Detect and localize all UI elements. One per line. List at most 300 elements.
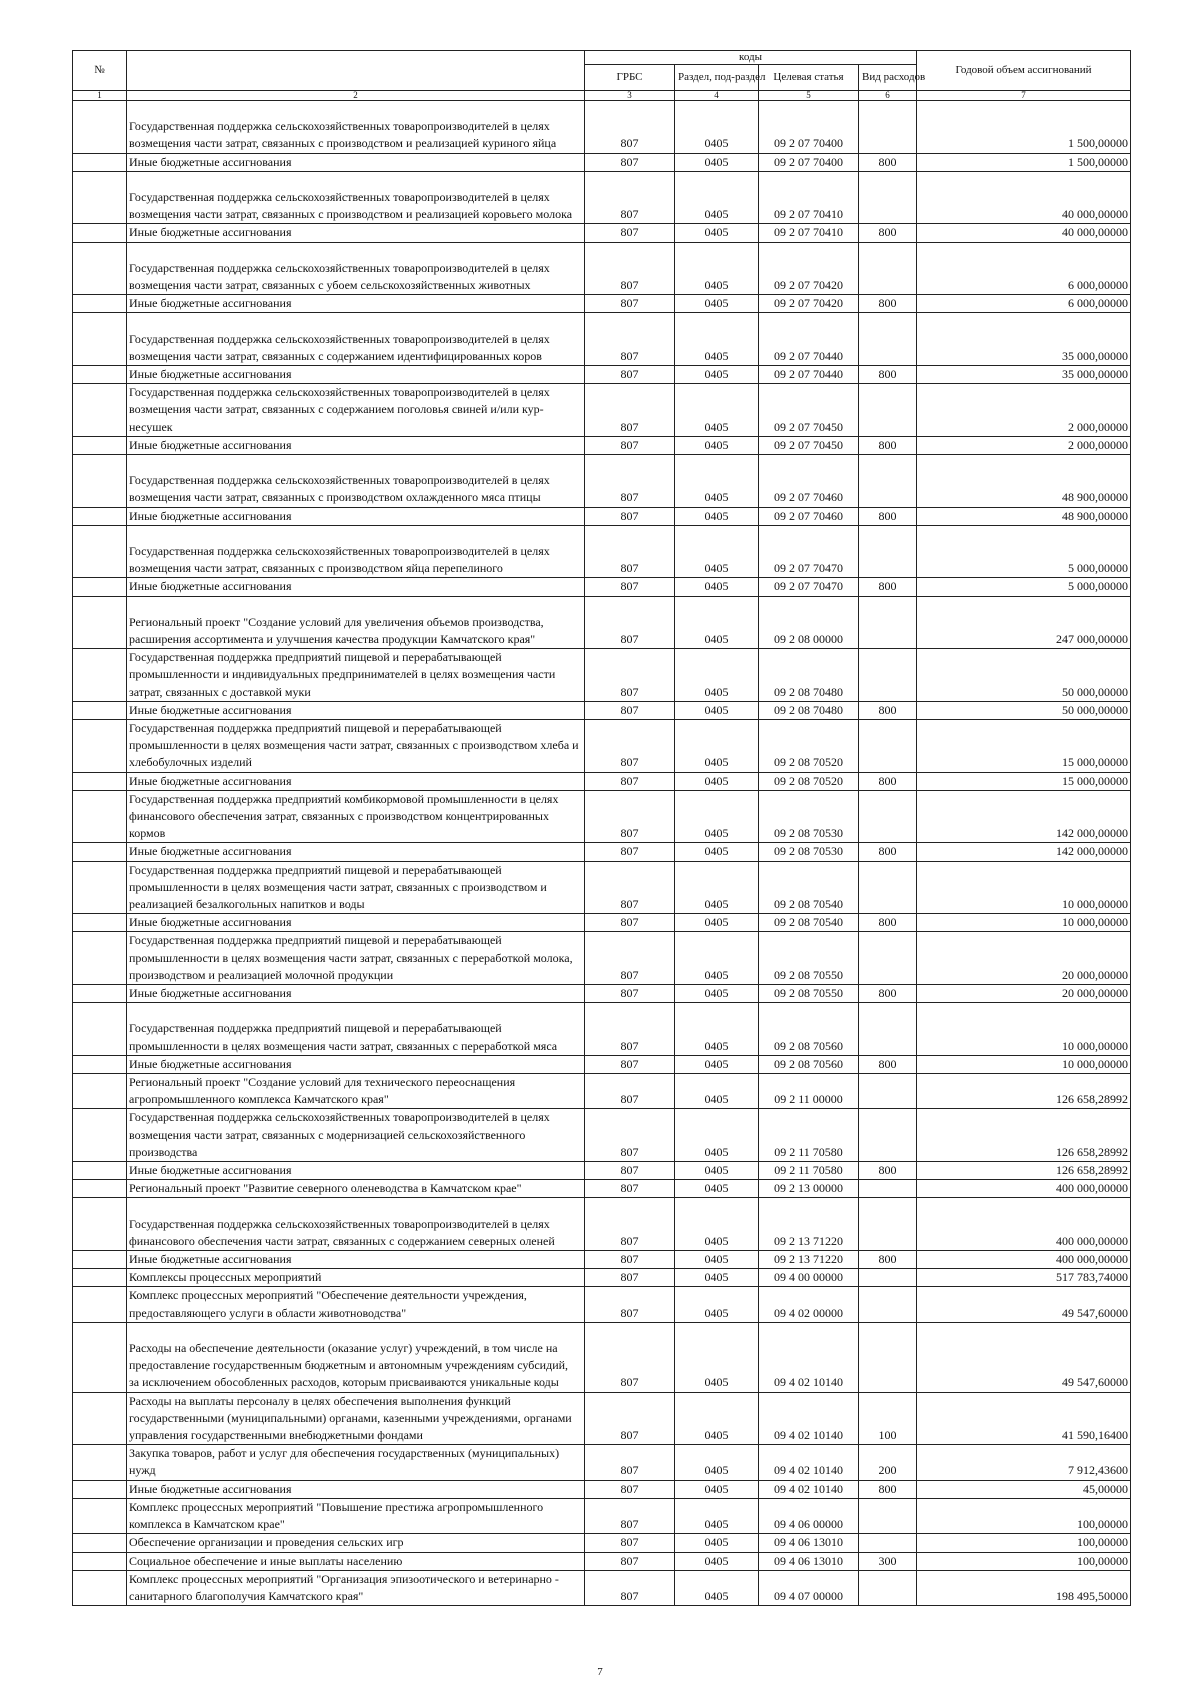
row-section-cell: 0405	[675, 153, 759, 171]
row-number-cell	[73, 932, 127, 985]
row-grbs-cell: 807	[585, 224, 675, 242]
row-number-cell	[73, 1480, 127, 1498]
row-number-cell	[73, 1322, 127, 1392]
row-target-cell: 09 2 07 70420	[759, 295, 859, 313]
table-row	[73, 985, 1131, 1003]
row-name-cell: Государственная поддержка предприятий пищевой и перерабатывающей промышленности в целях возмещения части затрат, связанных с переработкой мяса	[127, 1003, 585, 1056]
row-type-cell: 800	[859, 772, 917, 790]
row-grbs-cell: 807	[585, 525, 675, 578]
row-section-cell: 0405	[675, 1055, 759, 1073]
table-row	[73, 790, 1131, 843]
table-row	[73, 224, 1131, 242]
table-row	[73, 843, 1131, 861]
row-name-cell: Государственная поддержка сельскохозяйственных товаропроизводителей в целях возмещения части затрат, связанных с содержанием идентифицированных коров	[127, 313, 585, 366]
row-name-cell: Иные бюджетные ассигнования	[127, 985, 585, 1003]
row-target-cell: 09 2 07 70400	[759, 101, 859, 154]
header-expense-type: Вид расходов	[859, 65, 917, 91]
header-codes: коды	[585, 51, 917, 65]
row-amount-cell: 400 000,00000	[917, 1198, 1131, 1251]
table-row	[73, 578, 1131, 596]
row-number-cell	[73, 242, 127, 295]
table-row	[73, 1180, 1131, 1198]
row-number-cell	[73, 436, 127, 454]
row-name-cell: Иные бюджетные ассигнования	[127, 578, 585, 596]
row-name-cell: Государственная поддержка предприятий пищевой и перерабатывающей промышленности в целях возмещения части затрат, связанных с производством хлеба и хлебобулочных изделий	[127, 720, 585, 773]
row-target-cell: 09 2 07 70460	[759, 507, 859, 525]
table-row	[73, 1392, 1131, 1445]
row-type-cell: 800	[859, 578, 917, 596]
row-grbs-cell: 807	[585, 1055, 675, 1073]
row-name-cell: Расходы на обеспечение деятельности (оказание услуг) учреждений, в том числе на предоставление государственным бюджетным и автономным учреждениям субсидий, за исключением обособленных расходов, которым присваиваются уникальные коды	[127, 1322, 585, 1392]
row-section-cell: 0405	[675, 1445, 759, 1480]
row-grbs-cell: 807	[585, 313, 675, 366]
row-name-cell: Региональный проект "Создание условий для технического переоснащения агропромышленного комплекса Камчатского края"	[127, 1074, 585, 1109]
row-number-cell	[73, 1552, 127, 1570]
row-target-cell: 09 2 08 70480	[759, 701, 859, 719]
row-type-cell: 800	[859, 1251, 917, 1269]
row-target-cell: 09 2 08 70550	[759, 932, 859, 985]
row-grbs-cell: 807	[585, 1392, 675, 1445]
row-section-cell: 0405	[675, 313, 759, 366]
row-name-cell: Иные бюджетные ассигнования	[127, 914, 585, 932]
row-target-cell: 09 2 11 70580	[759, 1162, 859, 1180]
table-row	[73, 507, 1131, 525]
row-name-cell: Иные бюджетные ассигнования	[127, 1480, 585, 1498]
row-number-cell	[73, 384, 127, 437]
row-grbs-cell: 807	[585, 790, 675, 843]
row-target-cell: 09 2 11 70580	[759, 1109, 859, 1162]
row-type-cell	[859, 649, 917, 702]
row-number-cell	[73, 1180, 127, 1198]
row-number-cell	[73, 455, 127, 508]
row-section-cell: 0405	[675, 1534, 759, 1552]
row-number-cell	[73, 649, 127, 702]
row-type-cell	[859, 1003, 917, 1056]
row-grbs-cell: 807	[585, 932, 675, 985]
row-section-cell: 0405	[675, 1287, 759, 1322]
row-section-cell: 0405	[675, 365, 759, 383]
row-name-cell: Комплекс процессных мероприятий "Организация эпизоотического и ветеринарно - санитарного благополучия Камчатского края"	[127, 1570, 585, 1605]
row-type-cell	[859, 101, 917, 154]
row-section-cell: 0405	[675, 295, 759, 313]
table-row	[73, 1570, 1131, 1605]
row-target-cell: 09 2 08 70550	[759, 985, 859, 1003]
row-section-cell: 0405	[675, 701, 759, 719]
column-index: 6	[859, 91, 917, 101]
row-name-cell: Комплексы процессных мероприятий	[127, 1269, 585, 1287]
row-number-cell	[73, 1498, 127, 1533]
row-number-cell	[73, 1074, 127, 1109]
table-row	[73, 1552, 1131, 1570]
table-row	[73, 436, 1131, 454]
row-number-cell	[73, 507, 127, 525]
row-amount-cell: 6 000,00000	[917, 295, 1131, 313]
row-grbs-cell: 807	[585, 1287, 675, 1322]
row-number-cell	[73, 861, 127, 914]
header-name	[127, 51, 585, 91]
row-amount-cell: 48 900,00000	[917, 455, 1131, 508]
row-section-cell: 0405	[675, 1003, 759, 1056]
row-section-cell: 0405	[675, 1392, 759, 1445]
row-name-cell: Иные бюджетные ассигнования	[127, 295, 585, 313]
table-row	[73, 861, 1131, 914]
row-name-cell: Расходы на выплаты персоналу в целях обеспечения выполнения функций государственными (муниципальными) органами, казенными учреждениями, органами управления государственными внебюджетными фондами	[127, 1392, 585, 1445]
row-number-cell	[73, 313, 127, 366]
row-number-cell	[73, 701, 127, 719]
row-name-cell: Иные бюджетные ассигнования	[127, 1055, 585, 1073]
column-index-row	[73, 91, 1131, 101]
row-target-cell: 09 2 08 70530	[759, 790, 859, 843]
table-row	[73, 1445, 1131, 1480]
row-number-cell	[73, 525, 127, 578]
row-grbs-cell: 807	[585, 1109, 675, 1162]
row-number-cell	[73, 1162, 127, 1180]
row-amount-cell: 400 000,00000	[917, 1180, 1131, 1198]
row-name-cell: Государственная поддержка предприятий пищевой и перерабатывающей промышленности в целях возмещения части затрат, связанных с переработкой молока, производством и реализацией молочной продукции	[127, 932, 585, 985]
row-amount-cell: 50 000,00000	[917, 649, 1131, 702]
row-number-cell	[73, 1003, 127, 1056]
row-amount-cell: 49 547,60000	[917, 1287, 1131, 1322]
table-row	[73, 1074, 1131, 1109]
row-amount-cell: 45,00000	[917, 1480, 1131, 1498]
row-type-cell	[859, 384, 917, 437]
row-grbs-cell: 807	[585, 171, 675, 224]
row-target-cell: 09 2 08 00000	[759, 596, 859, 649]
row-number-cell	[73, 1198, 127, 1251]
row-target-cell: 09 2 07 70420	[759, 242, 859, 295]
row-number-cell	[73, 295, 127, 313]
row-amount-cell: 40 000,00000	[917, 171, 1131, 224]
row-number-cell	[73, 1109, 127, 1162]
header-grbs: ГРБС	[585, 65, 675, 91]
row-amount-cell: 400 000,00000	[917, 1251, 1131, 1269]
row-type-cell	[859, 313, 917, 366]
row-grbs-cell: 807	[585, 578, 675, 596]
row-type-cell: 800	[859, 1055, 917, 1073]
row-target-cell: 09 2 07 70440	[759, 365, 859, 383]
row-section-cell: 0405	[675, 171, 759, 224]
row-target-cell: 09 4 06 13010	[759, 1534, 859, 1552]
row-grbs-cell: 807	[585, 455, 675, 508]
budget-table-sheet	[72, 50, 1130, 1606]
row-type-cell	[859, 932, 917, 985]
row-number-cell	[73, 790, 127, 843]
row-grbs-cell: 807	[585, 1445, 675, 1480]
row-type-cell: 300	[859, 1552, 917, 1570]
row-number-cell	[73, 914, 127, 932]
row-section-cell: 0405	[675, 1322, 759, 1392]
row-amount-cell: 20 000,00000	[917, 985, 1131, 1003]
row-amount-cell: 2 000,00000	[917, 436, 1131, 454]
row-section-cell: 0405	[675, 1109, 759, 1162]
row-type-cell: 800	[859, 507, 917, 525]
row-section-cell: 0405	[675, 525, 759, 578]
table-row	[73, 1269, 1131, 1287]
row-name-cell: Иные бюджетные ассигнования	[127, 153, 585, 171]
row-grbs-cell: 807	[585, 295, 675, 313]
row-number-cell	[73, 596, 127, 649]
table-row	[73, 1003, 1131, 1056]
row-type-cell	[859, 790, 917, 843]
table-row	[73, 455, 1131, 508]
row-grbs-cell: 807	[585, 153, 675, 171]
row-grbs-cell: 807	[585, 1570, 675, 1605]
row-grbs-cell: 807	[585, 914, 675, 932]
row-name-cell: Закупка товаров, работ и услуг для обеспечения государственных (муниципальных) нужд	[127, 1445, 585, 1480]
row-target-cell: 09 2 13 71220	[759, 1251, 859, 1269]
row-amount-cell: 20 000,00000	[917, 932, 1131, 985]
row-amount-cell: 100,00000	[917, 1498, 1131, 1533]
table-row	[73, 1498, 1131, 1533]
table-row	[73, 1055, 1131, 1073]
row-type-cell	[859, 525, 917, 578]
row-grbs-cell: 807	[585, 436, 675, 454]
table-row	[73, 242, 1131, 295]
row-number-cell	[73, 985, 127, 1003]
row-target-cell: 09 2 13 00000	[759, 1180, 859, 1198]
row-amount-cell: 126 658,28992	[917, 1162, 1131, 1180]
row-grbs-cell: 807	[585, 772, 675, 790]
row-target-cell: 09 2 07 70410	[759, 224, 859, 242]
row-amount-cell: 100,00000	[917, 1534, 1131, 1552]
row-name-cell: Комплекс процессных мероприятий "Повышение престижа агропромышленного комплекса в Камчатском крае"	[127, 1498, 585, 1533]
row-type-cell: 800	[859, 1480, 917, 1498]
row-target-cell: 09 2 08 70530	[759, 843, 859, 861]
row-grbs-cell: 807	[585, 1498, 675, 1533]
row-section-cell: 0405	[675, 843, 759, 861]
row-type-cell	[859, 1322, 917, 1392]
row-name-cell: Государственная поддержка сельскохозяйственных товаропроизводителей в целях возмещения части затрат, связанных с производством и реализацией куриного яйца	[127, 101, 585, 154]
table-row	[73, 914, 1131, 932]
row-number-cell	[73, 101, 127, 154]
row-type-cell: 800	[859, 365, 917, 383]
row-section-cell: 0405	[675, 1480, 759, 1498]
row-type-cell: 800	[859, 153, 917, 171]
row-section-cell: 0405	[675, 1162, 759, 1180]
row-name-cell: Региональный проект "Развитие северного оленеводства в Камчатском крае"	[127, 1180, 585, 1198]
row-target-cell: 09 2 07 70440	[759, 313, 859, 366]
row-name-cell: Иные бюджетные ассигнования	[127, 772, 585, 790]
row-amount-cell: 48 900,00000	[917, 507, 1131, 525]
row-section-cell: 0405	[675, 1498, 759, 1533]
row-target-cell: 09 2 08 70480	[759, 649, 859, 702]
row-grbs-cell: 807	[585, 1162, 675, 1180]
row-section-cell: 0405	[675, 101, 759, 154]
row-grbs-cell: 807	[585, 1180, 675, 1198]
row-number-cell	[73, 1534, 127, 1552]
row-number-cell	[73, 578, 127, 596]
row-target-cell: 09 2 08 70520	[759, 772, 859, 790]
row-number-cell	[73, 1269, 127, 1287]
row-target-cell: 09 2 11 00000	[759, 1074, 859, 1109]
row-section-cell: 0405	[675, 507, 759, 525]
row-target-cell: 09 2 07 70460	[759, 455, 859, 508]
row-type-cell	[859, 1180, 917, 1198]
table-row	[73, 1251, 1131, 1269]
row-section-cell: 0405	[675, 985, 759, 1003]
row-type-cell	[859, 171, 917, 224]
row-amount-cell: 15 000,00000	[917, 772, 1131, 790]
row-name-cell: Государственная поддержка сельскохозяйственных товаропроизводителей в целях возмещения части затрат, связанных с модернизацией сельскохозяйственного производства	[127, 1109, 585, 1162]
row-type-cell: 800	[859, 295, 917, 313]
column-index: 3	[585, 91, 675, 101]
header-annual: Годовой объем ассигнований	[917, 51, 1131, 91]
table-row	[73, 153, 1131, 171]
row-amount-cell: 49 547,60000	[917, 1322, 1131, 1392]
row-number-cell	[73, 843, 127, 861]
row-name-cell: Иные бюджетные ассигнования	[127, 224, 585, 242]
row-number-cell	[73, 1392, 127, 1445]
row-section-cell: 0405	[675, 578, 759, 596]
row-type-cell	[859, 1570, 917, 1605]
table-row	[73, 365, 1131, 383]
budget-table	[72, 50, 1131, 1606]
row-type-cell	[859, 1498, 917, 1533]
row-name-cell: Государственная поддержка сельскохозяйственных товаропроизводителей в целях финансового обеспечения части затрат, связанных с содержанием северных оленей	[127, 1198, 585, 1251]
row-section-cell: 0405	[675, 384, 759, 437]
row-type-cell	[859, 455, 917, 508]
row-number-cell	[73, 1055, 127, 1073]
row-target-cell: 09 2 07 70410	[759, 171, 859, 224]
row-name-cell: Иные бюджетные ассигнования	[127, 843, 585, 861]
row-amount-cell: 10 000,00000	[917, 914, 1131, 932]
row-target-cell: 09 2 08 70540	[759, 914, 859, 932]
row-target-cell: 09 2 13 71220	[759, 1198, 859, 1251]
row-amount-cell: 7 912,43600	[917, 1445, 1131, 1480]
row-type-cell	[859, 1269, 917, 1287]
row-target-cell: 09 2 08 70560	[759, 1055, 859, 1073]
row-amount-cell: 517 783,74000	[917, 1269, 1131, 1287]
row-amount-cell: 198 495,50000	[917, 1570, 1131, 1605]
row-type-cell: 800	[859, 436, 917, 454]
table-row	[73, 1109, 1131, 1162]
row-section-cell: 0405	[675, 1180, 759, 1198]
row-target-cell: 09 2 07 70450	[759, 384, 859, 437]
row-type-cell: 100	[859, 1392, 917, 1445]
row-target-cell: 09 4 06 13010	[759, 1552, 859, 1570]
row-amount-cell: 6 000,00000	[917, 242, 1131, 295]
row-name-cell: Иные бюджетные ассигнования	[127, 507, 585, 525]
row-target-cell: 09 4 00 00000	[759, 1269, 859, 1287]
row-number-cell	[73, 1251, 127, 1269]
row-type-cell	[859, 1534, 917, 1552]
row-type-cell: 800	[859, 701, 917, 719]
row-name-cell: Комплекс процессных мероприятий "Обеспечение деятельности учреждения, предоставляющего услуги в области животноводства"	[127, 1287, 585, 1322]
table-row	[73, 1162, 1131, 1180]
row-amount-cell: 10 000,00000	[917, 1055, 1131, 1073]
row-amount-cell: 50 000,00000	[917, 701, 1131, 719]
header-no: №	[73, 51, 127, 91]
row-amount-cell: 35 000,00000	[917, 313, 1131, 366]
row-target-cell: 09 4 02 10140	[759, 1480, 859, 1498]
row-amount-cell: 5 000,00000	[917, 578, 1131, 596]
row-grbs-cell: 807	[585, 1480, 675, 1498]
row-target-cell: 09 4 02 10140	[759, 1392, 859, 1445]
row-target-cell: 09 4 02 10140	[759, 1322, 859, 1392]
row-number-cell	[73, 171, 127, 224]
row-section-cell: 0405	[675, 720, 759, 773]
row-type-cell	[859, 242, 917, 295]
row-grbs-cell: 807	[585, 649, 675, 702]
row-type-cell: 200	[859, 1445, 917, 1480]
row-type-cell	[859, 720, 917, 773]
row-grbs-cell: 807	[585, 985, 675, 1003]
row-name-cell: Иные бюджетные ассигнования	[127, 436, 585, 454]
row-name-cell: Государственная поддержка сельскохозяйственных товаропроизводителей в целях возмещения части затрат, связанных с производством и реализацией коровьего молока	[127, 171, 585, 224]
row-amount-cell: 1 500,00000	[917, 153, 1131, 171]
row-section-cell: 0405	[675, 596, 759, 649]
row-target-cell: 09 2 08 70520	[759, 720, 859, 773]
row-type-cell: 800	[859, 985, 917, 1003]
row-grbs-cell: 807	[585, 596, 675, 649]
row-name-cell: Иные бюджетные ассигнования	[127, 1162, 585, 1180]
row-target-cell: 09 2 08 70560	[759, 1003, 859, 1056]
row-type-cell: 800	[859, 1162, 917, 1180]
row-number-cell	[73, 153, 127, 171]
table-row	[73, 932, 1131, 985]
table-row	[73, 1322, 1131, 1392]
row-name-cell: Иные бюджетные ассигнования	[127, 701, 585, 719]
row-grbs-cell: 807	[585, 1251, 675, 1269]
table-row	[73, 101, 1131, 154]
row-target-cell: 09 2 08 70540	[759, 861, 859, 914]
row-type-cell	[859, 1287, 917, 1322]
row-section-cell: 0405	[675, 861, 759, 914]
row-amount-cell: 10 000,00000	[917, 1003, 1131, 1056]
row-section-cell: 0405	[675, 436, 759, 454]
row-number-cell	[73, 1570, 127, 1605]
row-name-cell: Государственная поддержка сельскохозяйственных товаропроизводителей в целях возмещения части затрат, связанных с убоем сельскохозяйственных животных	[127, 242, 585, 295]
row-target-cell: 09 4 02 00000	[759, 1287, 859, 1322]
column-index: 7	[917, 91, 1131, 101]
row-number-cell	[73, 772, 127, 790]
row-grbs-cell: 807	[585, 365, 675, 383]
row-number-cell	[73, 365, 127, 383]
row-grbs-cell: 807	[585, 1322, 675, 1392]
table-row	[73, 171, 1131, 224]
table-row	[73, 1198, 1131, 1251]
header-section: Раздел, под-раздел	[675, 65, 759, 91]
row-section-cell: 0405	[675, 1251, 759, 1269]
row-section-cell: 0405	[675, 1552, 759, 1570]
row-section-cell: 0405	[675, 649, 759, 702]
row-section-cell: 0405	[675, 932, 759, 985]
row-target-cell: 09 2 07 70470	[759, 525, 859, 578]
table-row	[73, 1534, 1131, 1552]
row-number-cell	[73, 1287, 127, 1322]
row-type-cell	[859, 1109, 917, 1162]
table-row	[73, 1480, 1131, 1498]
row-type-cell: 800	[859, 843, 917, 861]
table-row	[73, 525, 1131, 578]
row-section-cell: 0405	[675, 914, 759, 932]
row-type-cell	[859, 596, 917, 649]
row-amount-cell: 2 000,00000	[917, 384, 1131, 437]
row-amount-cell: 15 000,00000	[917, 720, 1131, 773]
row-type-cell	[859, 1198, 917, 1251]
row-amount-cell: 10 000,00000	[917, 861, 1131, 914]
row-number-cell	[73, 224, 127, 242]
row-section-cell: 0405	[675, 1074, 759, 1109]
row-name-cell: Социальное обеспечение и иные выплаты населению	[127, 1552, 585, 1570]
row-name-cell: Государственная поддержка предприятий пищевой и перерабатывающей промышленности в целях возмещения части затрат, связанных с производством и реализацией безалкогольных напитков и воды	[127, 861, 585, 914]
row-target-cell: 09 4 02 10140	[759, 1445, 859, 1480]
row-section-cell: 0405	[675, 790, 759, 843]
table-row	[73, 649, 1131, 702]
row-section-cell: 0405	[675, 1570, 759, 1605]
row-section-cell: 0405	[675, 455, 759, 508]
row-amount-cell: 5 000,00000	[917, 525, 1131, 578]
